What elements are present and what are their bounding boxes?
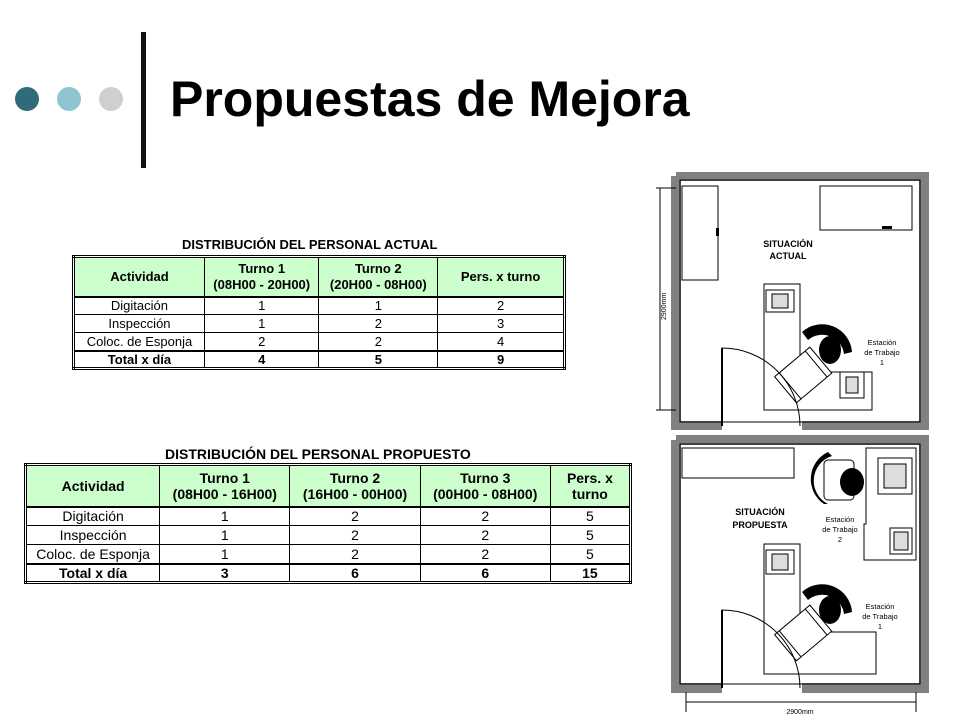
table-cell: 1 [160, 545, 290, 564]
station-label: Estación [825, 515, 855, 524]
cabinet-top-left [682, 448, 794, 478]
cabinet-left [682, 186, 718, 280]
actual-table-caption: DISTRIBUCIÓN DEL PERSONAL ACTUAL [182, 237, 438, 252]
table-row [74, 333, 565, 351]
table-total-row [74, 351, 565, 369]
table-cell: 4 [438, 333, 565, 351]
table-cell: 2 [290, 507, 420, 526]
table-cell: Coloc. de Esponja [74, 333, 205, 351]
table-header-row [26, 465, 631, 507]
table-cell: 15 [550, 564, 630, 583]
station-label: Estación [865, 602, 895, 611]
table-cell: Digitación [74, 297, 205, 315]
floor-plan-actual [652, 172, 932, 430]
table-header-row [74, 257, 565, 297]
table-cell: Coloc. de Esponja [26, 545, 160, 564]
table-cell: Digitación [26, 507, 160, 526]
station-label: 1 [877, 622, 883, 631]
table-cell: Inspección [26, 526, 160, 545]
header-cell-shift1: Turno 1 (08H00 - 20H00) [204, 257, 319, 297]
bullet-dot-light [57, 87, 81, 111]
table-cell: 9 [438, 351, 565, 369]
table-row [26, 545, 631, 564]
floor-plan-proposed [652, 434, 932, 718]
station-label: 1 [879, 358, 885, 367]
table-cell: 1 [319, 297, 438, 315]
station-label: de Trabajo [822, 525, 858, 534]
table-cell: 2 [438, 297, 565, 315]
table-row [26, 526, 631, 545]
actual-staff-table [72, 255, 566, 370]
station-label: de Trabajo [864, 348, 900, 357]
table-cell: 5 [550, 526, 630, 545]
header-cell-activity: Actividad [26, 465, 160, 507]
table-cell: 3 [160, 564, 290, 583]
table-cell: Inspección [74, 315, 205, 333]
header-cell-shift2: Turno 2 (16H00 - 00H00) [290, 465, 420, 507]
table-cell: 2 [420, 507, 550, 526]
header-cell-activity: Actividad [74, 257, 205, 297]
plan-label-line1: SITUACIÓN [735, 507, 785, 517]
dimension-label: 2900mm [786, 709, 814, 716]
table-cell: 5 [319, 351, 438, 369]
table-cell: 1 [204, 315, 319, 333]
table-row [74, 315, 565, 333]
table-cell: 3 [438, 315, 565, 333]
header-cell-per-shift: Pers. x turno [438, 257, 565, 297]
bullet-dot-dark [15, 87, 39, 111]
dimension-label: 2900mm [661, 292, 668, 320]
table-cell: 4 [204, 351, 319, 369]
table-cell: 1 [160, 507, 290, 526]
table-cell: 2 [290, 526, 420, 545]
table-cell: 2 [204, 333, 319, 351]
title-divider [141, 32, 146, 168]
table-cell: 2 [420, 526, 550, 545]
table-cell: 2 [420, 545, 550, 564]
table-cell: 6 [420, 564, 550, 583]
table-cell: 1 [204, 297, 319, 315]
header-cell-shift1: Turno 1 (08H00 - 16H00) [160, 465, 290, 507]
table-total-row [26, 564, 631, 583]
table-cell: 2 [290, 545, 420, 564]
table-cell: Total x día [74, 351, 205, 369]
bullet-dot-grey [99, 87, 123, 111]
table-cell: 5 [550, 507, 630, 526]
cabinet-top [820, 186, 912, 230]
proposed-table-caption: DISTRIBUCIÓN DEL PERSONAL PROPUESTO [165, 446, 471, 462]
table-cell: 6 [290, 564, 420, 583]
plan-label-line2: ACTUAL [769, 251, 807, 261]
proposed-staff-table [24, 463, 632, 584]
table-row [74, 297, 565, 315]
header-cell-shift2: Turno 2 (20H00 - 08H00) [319, 257, 438, 297]
plan-label-line1: SITUACIÓN [763, 239, 813, 249]
page-title: Propuestas de Mejora [170, 71, 690, 127]
table-cell: 2 [319, 333, 438, 351]
table-cell: 1 [160, 526, 290, 545]
header-cell-shift3: Turno 3 (00H00 - 08H00) [420, 465, 550, 507]
station-label: Estación [867, 338, 897, 347]
station-label: 2 [837, 535, 843, 544]
header-cell-per-shift: Pers. x turno [550, 465, 630, 507]
table-cell: Total x día [26, 564, 160, 583]
table-row [26, 507, 631, 526]
table-cell: 2 [319, 315, 438, 333]
table-cell: 5 [550, 545, 630, 564]
station-label: de Trabajo [862, 612, 898, 621]
plan-label-line2: PROPUESTA [732, 520, 788, 530]
